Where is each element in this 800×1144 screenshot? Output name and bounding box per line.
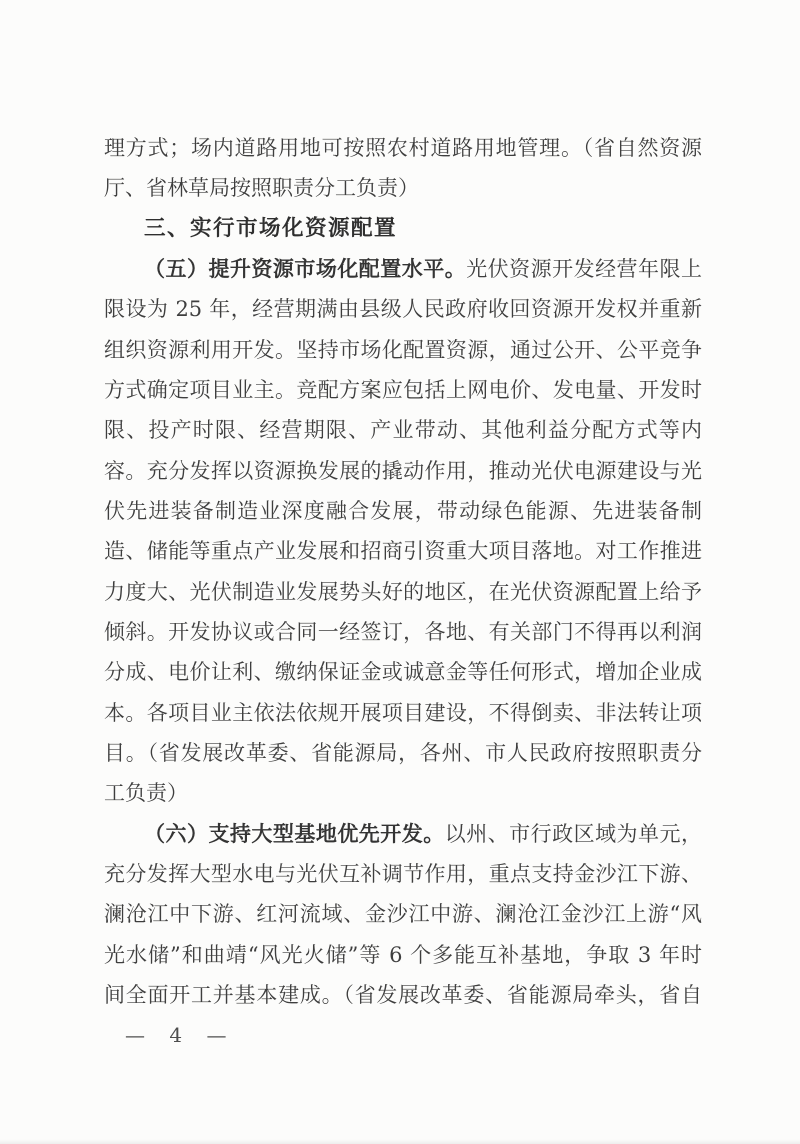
text-line: 目。（省发展改革委、省能源局，各州、市人民政府按照职责分 bbox=[104, 740, 702, 765]
section-heading: 三、实行市场化资源配置 bbox=[144, 215, 398, 241]
document-body bbox=[104, 128, 702, 1056]
text-line: 分成、电价让利、缴纳保证金或诚意金等任何形式，增加企业成 bbox=[104, 660, 702, 685]
text-line: 容。充分发挥以资源换发展的撬动作用，推动光伏电源建设与光 bbox=[104, 458, 702, 483]
text-line: 理方式；场内道路用地可按照农村道路用地管理。（省自然资源 bbox=[104, 136, 702, 160]
item-five-lead: （五）提升资源市场化配置水平。 bbox=[144, 255, 467, 281]
item-six-opening-rest: 以州、市行政区域为单元， bbox=[444, 821, 702, 846]
text-line: 光水储”和曲靖“风光火储”等 6 个多能互补基地，争取 3 年时 bbox=[104, 942, 702, 967]
text-line: 充分发挥大型水电与光伏互补调节作用，重点支持金沙江下游、 bbox=[104, 861, 702, 886]
page-number: — 4 — bbox=[125, 1023, 233, 1048]
text-line: 限、投产时限、经营期限、产业带动、其他利益分配方式等内 bbox=[104, 418, 702, 443]
text-line: 限设为 25 年，经营期满由县级人民政府收回资源开发权并重新 bbox=[104, 297, 702, 322]
text-line: 造、储能等重点产业发展和招商引资重大项目落地。对工作推进 bbox=[104, 539, 702, 564]
item-six-lead: （六）支持大型基地优先开发。 bbox=[144, 820, 445, 846]
text-line: 本。各项目业主依法依规开展项目建设，不得倒卖、非法转让项 bbox=[104, 700, 702, 725]
text-line: 方式确定项目业主。竞配方案应包括上网电价、发电量、开发时 bbox=[104, 377, 702, 402]
item-five-opening-rest: 光伏资源开发经营年限上 bbox=[466, 256, 703, 281]
text-line: 澜沧江中下游、红河流域、金沙江中游、澜沧江金沙江上游“风 bbox=[104, 902, 702, 927]
text-line: 力度大、光伏制造业发展势头好的地区，在光伏资源配置上给予 bbox=[104, 579, 702, 604]
text-line: 倾斜。开发协议或合同一经签订，各地、有关部门不得再以利润 bbox=[104, 619, 702, 644]
item-six-opening-line bbox=[104, 814, 702, 854]
text-line: 工负责） bbox=[104, 781, 188, 806]
text-line: 伏先进装备制造业深度融合发展，带动绿色能源、先进装备制 bbox=[104, 498, 702, 523]
text-line: 组织资源利用开发。坚持市场化配置资源，通过公开、公平竞争 bbox=[104, 337, 702, 362]
text-line: 间全面开工并基本建成。（省发展改革委、省能源局牵头，省自 bbox=[104, 982, 702, 1007]
item-five-opening-line bbox=[104, 249, 702, 289]
text-line: 厅、省林草局按照职责分工负责） bbox=[104, 176, 419, 201]
